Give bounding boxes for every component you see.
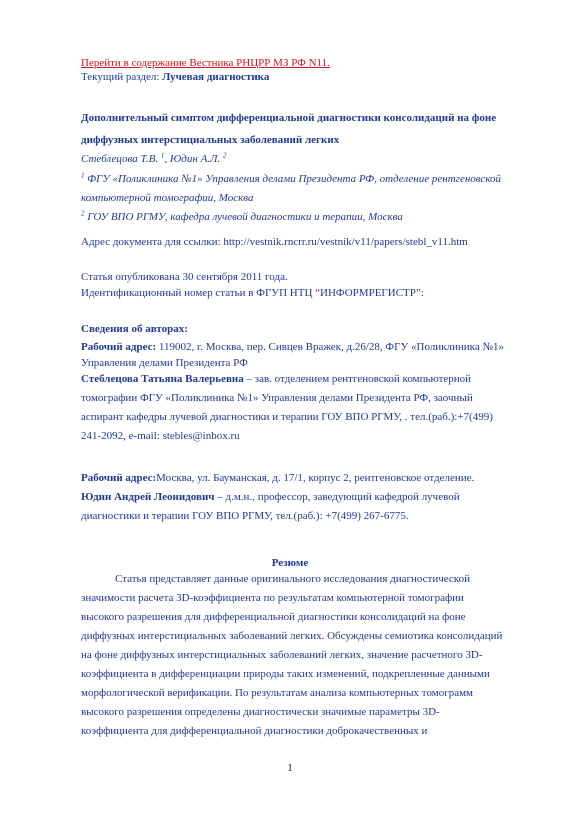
author-1-sup: 1 xyxy=(160,151,165,160)
person-1-line2: томографии ФГУ «Поликлиника №1» Управления делами Президента РФ, заочный xyxy=(81,392,473,404)
author-2: Юдин А.Л. xyxy=(169,153,221,165)
author-1: Стеблецова Т.В. xyxy=(81,153,159,165)
summary-heading: Резюме xyxy=(271,557,309,569)
summary-line: на фоне диффузных интерстициальных заболеваний легких, значение расчетного 3D- xyxy=(81,649,483,661)
author-separator: , xyxy=(164,153,170,165)
person-2-line2: диагностики и терапии ГОУ ВПО РГМУ, тел.(раб.): +7(499) 267-6775. xyxy=(81,510,409,522)
summary-line: диффузных интерстициальных заболеваний легких. Обсуждены семиотика консолидаций xyxy=(81,630,503,642)
person-2-text: – д.м.н., профессор, заведующий кафедрой лучевой xyxy=(214,491,460,503)
summary-line: коэффициента для дифференциальной диагностики доброкачественных и xyxy=(81,725,428,737)
work-address-label-1: Рабочий адрес: xyxy=(81,341,157,353)
summary-line: высокого разрешения определены диагностически значимые параметры 3D- xyxy=(81,706,440,718)
article-title-line1: Дополнительный симптом дифференциальной диагностики консолидаций на фоне xyxy=(81,112,497,124)
section-name: Лучевая диагностика xyxy=(162,71,270,83)
article-title-line2: диффузных интерстициальных заболеваний легких xyxy=(81,134,340,146)
affiliation-2 xyxy=(81,210,403,224)
person-2-name: Юдин Андрей Леонидович xyxy=(81,491,215,503)
summary-line: значимости расчета 3D-коэффициента по результатам компьютерной томографии xyxy=(81,592,464,604)
work-address-1-text: 119002, г. Москва, пер. Сивцев Вражек, д.26/28, ФГУ «Поликлиника №1» xyxy=(156,341,504,353)
identifier: Идентификационный номер статьи в ФГУП НТЦ “ИНФОРМРЕГИСТР”: xyxy=(81,287,424,299)
aff-1-text: ФГУ «Поликлиника №1» Управления делами Президента РФ, отделение рентгеновской xyxy=(87,173,502,185)
person-1-name: Стеблецова Татьяна Валерьевна xyxy=(81,373,244,385)
affiliation-1-line1 xyxy=(81,172,501,186)
aff-2-text: ГОУ ВПО РГМУ, кафедра лучевой диагностики и терапии, Москва xyxy=(87,211,403,223)
summary-line: морфологической верификации. По результатам анализа компьютерных томограмм xyxy=(81,687,474,699)
authors xyxy=(81,152,227,166)
work-address-1-line1 xyxy=(81,340,504,354)
author-2-sup: 2 xyxy=(223,151,227,160)
aff-1-sup: 1 xyxy=(81,171,85,180)
published-date: Статья опубликована 30 сентября 2011 года. xyxy=(81,271,288,283)
work-address-label-2: Рабочий адрес: xyxy=(81,472,157,484)
person-2-line1 xyxy=(81,490,460,504)
work-address-2 xyxy=(81,471,474,485)
person-1-line4: 241-2092, e-mail: stebles@inbox.ru xyxy=(81,430,240,442)
person-1-text: – зав. отделением рентгеновской компьютерной xyxy=(243,373,472,385)
summary-line: высокого разрешения для дифференциальной диагностики консолидаций на фоне xyxy=(81,611,466,623)
summary-line: Статья представляет данные оригинального исследования диагностической xyxy=(115,573,470,585)
aff-2-sup: 2 xyxy=(81,209,85,218)
person-1-line1 xyxy=(81,372,471,386)
summary-line: коэффициента в дифференциации природы таких изменений, подкрепленные данными xyxy=(81,668,490,680)
section-label: Текущий раздел: xyxy=(81,71,160,83)
document-address: Адрес документа для ссылки: http://vestnik.rncrr.ru/vestnik/v11/papers/stebl_v11.htm xyxy=(81,236,468,248)
affiliation-1-line2: компьютерной томографии, Москва xyxy=(81,192,254,204)
current-section xyxy=(81,70,269,84)
authors-info-heading: Сведения об авторах: xyxy=(81,323,188,335)
contents-link[interactable]: Перейти в содержание Вестника РНЦРР МЗ РФ N11. xyxy=(81,57,330,69)
person-1-line3: аспирант кафедры лучевой диагностики и терапии ГОУ ВПО РГМУ, . тел.(раб.):+7(499) xyxy=(81,411,493,423)
work-address-1-line2: Управления делами Президента РФ xyxy=(81,357,248,369)
work-address-2-text: Москва, ул. Бауманская, д. 17/1, корпус 2, рентгеновское отделение. xyxy=(156,472,475,484)
page-number: 1 xyxy=(287,762,293,774)
